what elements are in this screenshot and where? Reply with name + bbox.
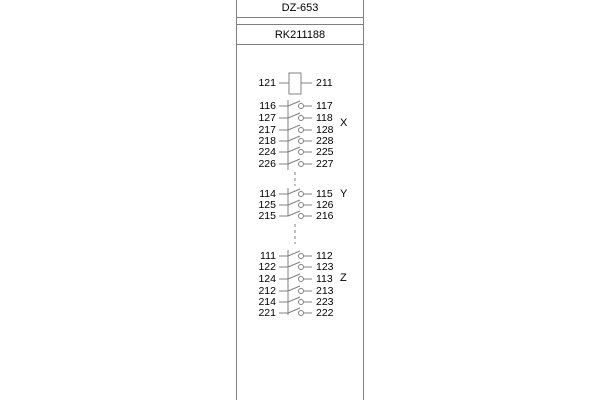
title-box: DZ-653 xyxy=(236,0,364,18)
terminal-label-right: 112 xyxy=(316,250,333,262)
terminal-label-right: 117 xyxy=(316,100,333,112)
terminal-label-left: 111 xyxy=(260,250,276,262)
terminal-label-right: 228 xyxy=(316,135,334,147)
group-label-y: Y xyxy=(340,188,348,200)
terminal-label-right: 223 xyxy=(316,296,334,308)
terminal-label-right: 113 xyxy=(316,273,333,285)
terminal-label-left: 218 xyxy=(258,135,276,147)
terminal-label-right: 213 xyxy=(316,285,334,297)
terminal-label-left: 127 xyxy=(258,112,276,124)
terminal-label-left: 116 xyxy=(259,100,276,112)
terminal-label-right: 123 xyxy=(316,261,334,273)
terminal-label-left-top: 121 xyxy=(258,77,276,89)
terminal-label-left: 114 xyxy=(259,188,276,200)
terminal-label-left: 122 xyxy=(258,261,276,273)
terminal-label-right: 227 xyxy=(316,158,334,170)
terminal-label-right: 126 xyxy=(316,199,334,211)
terminal-label-left: 215 xyxy=(258,210,276,222)
terminal-label-right: 115 xyxy=(316,188,333,200)
terminal-label-right-top: 211 xyxy=(316,77,333,89)
terminal-label-right: 225 xyxy=(316,146,334,158)
terminal-label-right: 222 xyxy=(316,307,334,319)
terminal-label-left: 217 xyxy=(258,124,276,136)
code-box: RK211188 xyxy=(236,24,364,45)
terminal-label-right: 118 xyxy=(316,112,333,124)
group-label-x: X xyxy=(340,117,348,129)
terminal-label-left: 212 xyxy=(258,285,276,297)
terminal-label-right: 128 xyxy=(316,124,334,136)
terminal-label-right: 216 xyxy=(316,210,334,222)
terminal-label-left: 224 xyxy=(258,146,276,158)
group-label-z: Z xyxy=(340,272,347,284)
terminal-label-left: 214 xyxy=(258,296,276,308)
terminal-label-left: 226 xyxy=(258,158,276,170)
terminal-label-left: 125 xyxy=(258,199,276,211)
terminal-label-left: 221 xyxy=(258,307,276,319)
terminal-label-left: 124 xyxy=(258,273,276,285)
